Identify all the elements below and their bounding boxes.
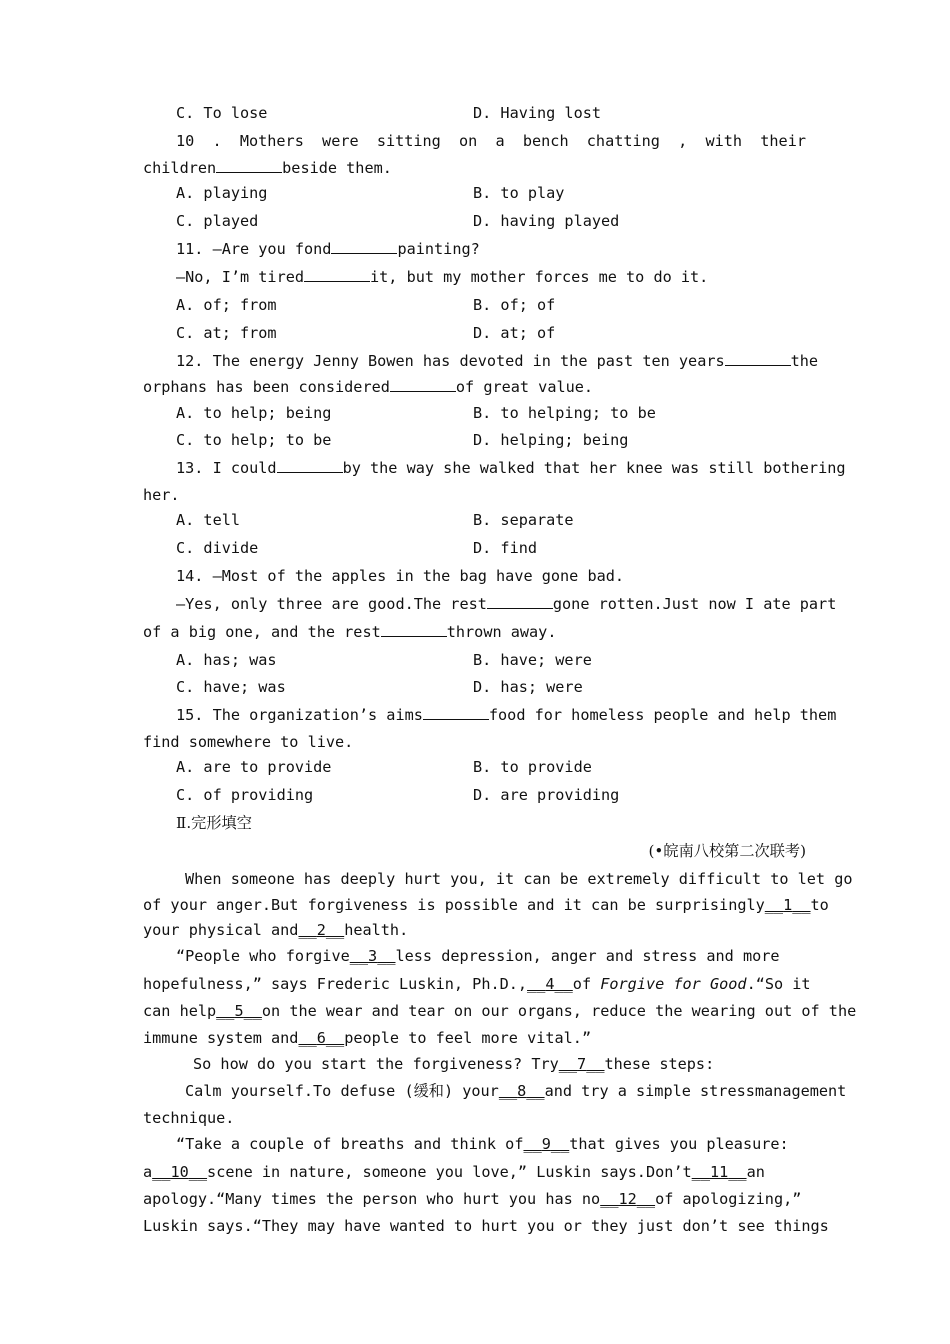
q12-option-d: D. helping; being	[473, 431, 629, 449]
answer-blank	[304, 267, 370, 282]
q10-stem-line2: children beside them.	[143, 159, 392, 177]
q15-option-a: A. are to provide	[176, 758, 332, 776]
cloze-blank-9: __9__	[523, 1135, 570, 1153]
q14-stem-line2: —Yes, only three are good.The rest gone rotten.Just now I ate part	[176, 595, 837, 613]
q15-option-b: B. to provide	[473, 758, 592, 776]
section-heading: Ⅱ.完形填空	[176, 814, 252, 832]
q15-stem-line2: find somewhere to live.	[143, 733, 354, 751]
q13-option-d: D. find	[473, 539, 538, 557]
q12-stem-line1: 12. The energy Jenny Bowen has devoted in the past ten years the	[176, 352, 819, 370]
q14-stem-line1: 14. —Most of the apples in the bag have gone bad.	[176, 567, 625, 585]
q11-option-c: C. at; from	[176, 324, 277, 342]
q14-option-d: D. has; were	[473, 678, 583, 696]
answer-blank	[487, 594, 553, 609]
q11-stem-line2: —No, I’m tired it, but my mother forces me to do it.	[176, 268, 709, 286]
q11-stem-line1: 11. —Are you fond painting?	[176, 240, 480, 258]
q12-option-a: A. to help; being	[176, 404, 332, 422]
passage-p4-line1: Calm yourself.To defuse (缓和) your__8__and try a simple stressmanagement	[185, 1082, 847, 1100]
cloze-blank-12: __12__	[600, 1190, 656, 1208]
q14-option-b: B. have; were	[473, 651, 592, 669]
q13-option-c: C. divide	[176, 539, 259, 557]
passage-p2-line2: hopefulness,” says Frederic Luskin, Ph.D.,__4__of Forgive for Good.“So it	[143, 975, 811, 993]
answer-blank	[725, 351, 791, 366]
q14-option-a: A. has; was	[176, 651, 277, 669]
q9-option-c: C. To lose	[176, 104, 268, 122]
cloze-blank-10: __10__	[152, 1163, 208, 1181]
passage-p5-line1: “Take a couple of breaths and think of__9__that gives you pleasure:	[176, 1135, 789, 1153]
passage-p4-line2: technique.	[143, 1109, 235, 1127]
passage-p2-line4: immune system and__6__people to feel more vital.”	[143, 1029, 592, 1047]
cloze-blank-3: __3__	[349, 947, 396, 965]
passage-p1-line1: When someone has deeply hurt you, it can be extremely difficult to let go	[185, 870, 853, 888]
q15-stem-line1: 15. The organization’s aims food for homeless people and help them	[176, 706, 837, 724]
q10-stem-line1: 10 . Mothers were sitting on a bench chatting , with their	[176, 132, 806, 150]
q14-stem-line3: of a big one, and the rest thrown away.	[143, 623, 557, 641]
passage-p5-line4: Luskin says.“They may have wanted to hurt you or they just don’t see things	[143, 1217, 829, 1235]
cloze-blank-4: __4__	[527, 975, 573, 993]
q9-option-d: D. Having lost	[473, 104, 602, 122]
passage-p1-line2: of your anger.But forgiveness is possible and it can be surprisingly__1__to	[143, 896, 829, 914]
passage-p5-line2: a__10__scene in nature, someone you love,” Luskin says.Don’t__11__an	[143, 1163, 765, 1181]
q12-stem-line2: orphans has been considered of great value.	[143, 378, 594, 396]
cloze-blank-5: __5__	[216, 1002, 262, 1020]
q10-option-a: A. playing	[176, 184, 268, 202]
passage-p1-line3: your physical and__2__health.	[143, 921, 409, 939]
q15-option-c: C. of providing	[176, 786, 314, 804]
q13-stem-line2: her.	[143, 486, 180, 504]
q14-option-c: C. have; was	[176, 678, 286, 696]
cloze-blank-7: __7__	[558, 1055, 605, 1073]
source-note: (•皖南八校第二次联考)	[648, 842, 806, 860]
book-title: Forgive for Good	[600, 975, 747, 993]
cloze-blank-2: __2__	[298, 921, 345, 939]
q13-option-b: B. separate	[473, 511, 574, 529]
answer-blank	[216, 158, 282, 173]
q15-option-d: D. are providing	[473, 786, 620, 804]
passage-p2-line3: can help__5__on the wear and tear on our organs, reduce the wearing out of the	[143, 1002, 857, 1020]
answer-blank	[390, 377, 456, 392]
q10-option-d: D. having played	[473, 212, 620, 230]
cloze-blank-6: __6__	[298, 1029, 345, 1047]
q12-option-c: C. to help; to be	[176, 431, 332, 449]
q12-option-b: B. to helping; to be	[473, 404, 656, 422]
passage-p2-line1: “People who forgive__3__less depression, anger and stress and more	[176, 947, 780, 965]
passage-p5-line3: apology.“Many times the person who hurt you has no__12__of apologizing,”	[143, 1190, 802, 1208]
passage-p3: So how do you start the forgiveness? Try__7__these steps:	[193, 1055, 715, 1073]
q11-option-b: B. of; of	[473, 296, 556, 314]
q11-option-d: D. at; of	[473, 324, 556, 342]
q13-stem-line1: 13. I could by the way she walked that her knee was still bothering	[176, 459, 846, 477]
cloze-blank-8: __8__	[498, 1082, 545, 1100]
answer-blank	[381, 622, 447, 637]
q10-option-b: B. to play	[473, 184, 565, 202]
q11-option-a: A. of; from	[176, 296, 277, 314]
q10-option-c: C. played	[176, 212, 259, 230]
q13-option-a: A. tell	[176, 511, 241, 529]
answer-blank	[331, 239, 397, 254]
answer-blank	[423, 705, 489, 720]
answer-blank	[277, 458, 343, 473]
cloze-blank-11: __11__	[691, 1163, 747, 1181]
cloze-blank-1: __1__	[764, 896, 811, 914]
